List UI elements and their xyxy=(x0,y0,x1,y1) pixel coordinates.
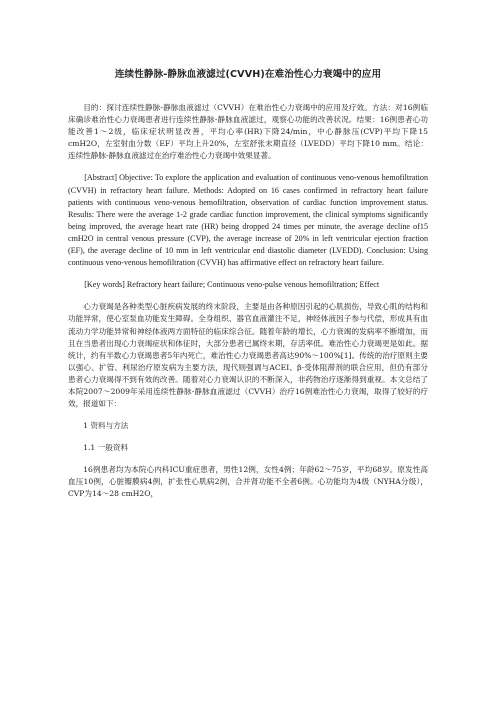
paper-title: 连续性静脉-静脉血液滤过(CVVH)在难治性心力衰竭中的应用 xyxy=(114,69,382,80)
abstract-chinese: 目的：探讨连续性静脉-静脉血液滤过（CVVH）在难治性心力衰竭中的应用及疗效。方法：对16例临床确诊难治性心力衰竭患者进行连续性静脉-静脉血液滤过，观察心功能的改善状况。结果：16例患者心功能改善1～2级，临床症状明显改善，平均心率(HR)下降24/min，中心静脉压(CVP)平均下降15 cmH2O，左室射血分数（EF）平均上升20%，左室舒张末期直径（LVEDD）平均下降10 mm。结论：连续性静脉-静脉血液滤过在治疗难治性心力衰竭中效果显著。 xyxy=(68,103,428,161)
general-data-paragraph: 16例患者均为本院心内科ICU重症患者，男性12例，女性4例；年龄62～75岁，平均68岁。原发性高血压10例，心脏瓣膜病4例，扩张性心肌病2例，合并肾功能不全者6例。心功能均为4级（NYHA分级），CVP为14～28 cmH2O， xyxy=(68,465,428,499)
section-heading-materials-methods: 1 资料与方法 xyxy=(83,421,129,431)
abstract-english: [Abstract] Objective: To explore the application and evaluation of continuous veno-venous hemofiltration (CVVH) in refractory heart failure. Methods: Adopted on 16 cases confirmed in refractory heart failure patients with continuous veno-venous hemofiltration, observation of cardiac function improvement status. Results: There were the average 1-2 grade cardiac function improvement, the clinical symptoms significantly being improved, the average heart rate (HR) being dropped 24 times per minute, the average decline of15 cmH2O in central venous pressure (CVP), the average increase of 20% in left ventricular ejection fraction (EF), the average decline of 10 mm in left ventricular end diastolic diameter (LVEDD). Conclusion: Using continuous veno-venous hemofiltration (CVVH) has affirmative effect on refractory heart failure. xyxy=(68,173,428,268)
keywords-english: [Key words] Refractory heart failure; Continuous veno-pulse venous hemofiltration; Effect xyxy=(84,280,380,290)
introduction-paragraph: 心力衰竭是各种类型心脏疾病发展的终末阶段，主要是由各种原因引起的心肌损伤，导致心肌的结构和功能异常，使心室泵血功能发生障碍。全身组织、器官血液灌注不足，神经体液因子参与代偿，形成具有血流动力学功能异常和神经体液两方面特征的临床综合征。随着年龄的增长，心力衰竭的发病率不断增加，而且在当患者出现心力衰竭症状和体征时，大部分患者已属终末期，存活率低。难治性心力衰竭更是如此。据统计，约有半数心力衰竭患者5年内死亡，难治性心力衰竭患者高达90%～100%[1]。传统的治疗原则主要以强心、扩管、利尿治疗原发病为主要方法，现代则强调与ACEI、β-受体阻滞剂的联合应用，但仍有部分患者心力衰竭得不到有效的改善。随着对心力衰竭认识的不断深入，非药物治疗逐渐得到重视。本文总结了本院2007～2009年采用连续性静脉-静脉血液滤过（CVVH）治疗16例难治性心力衰竭，取得了较好的疗效，报道如下： xyxy=(68,302,428,409)
subsection-heading-general-data: 1.1 一般资料 xyxy=(83,443,129,453)
